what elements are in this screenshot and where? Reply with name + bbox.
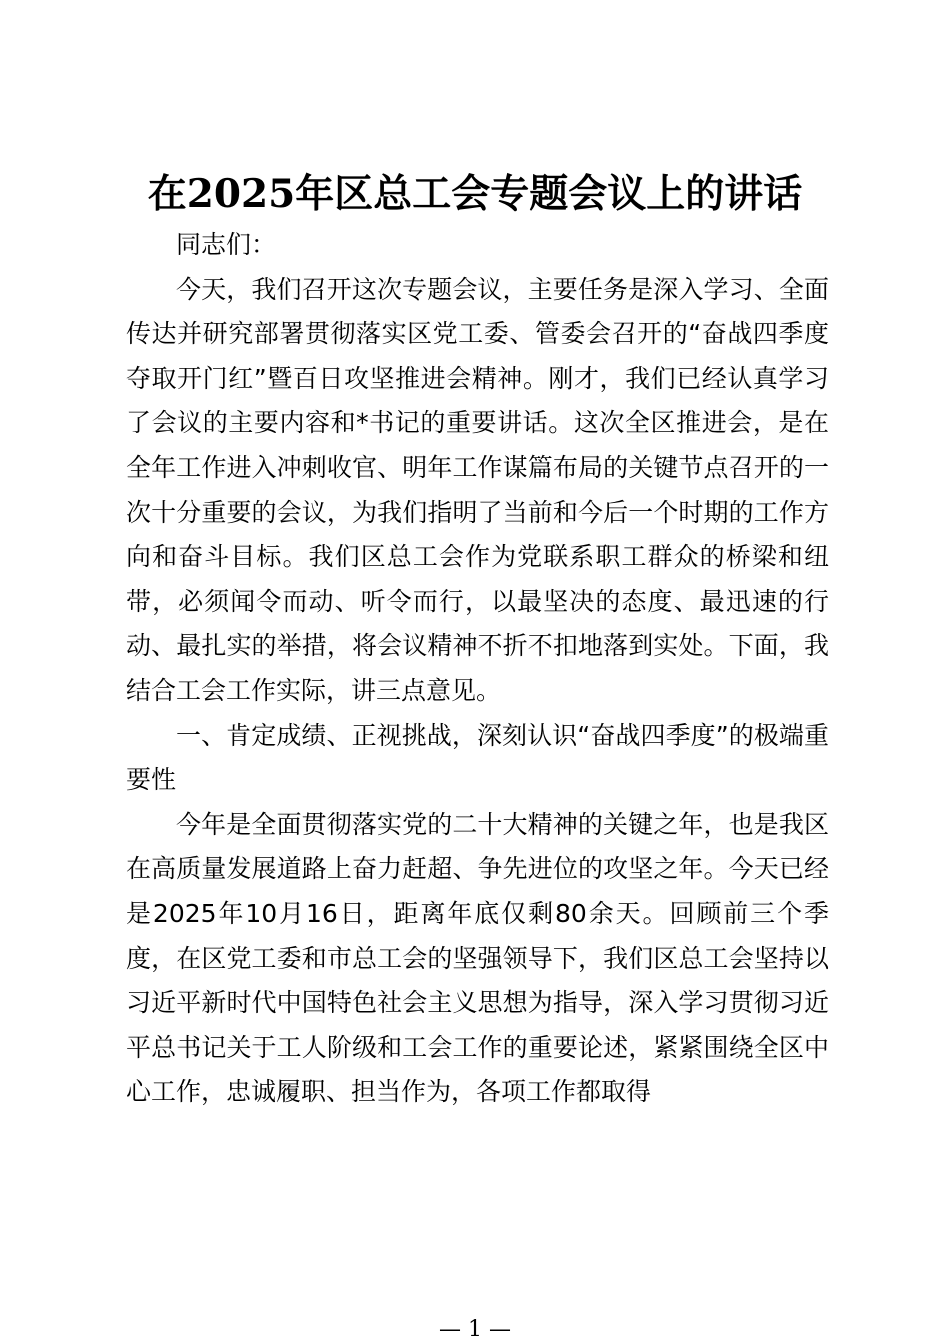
page-number: — 1 —: [439, 1317, 511, 1342]
paragraph-opening: 今天，我们召开这次专题会议，主要任务是深入学习、全面传达并研究部署贯彻落实区党工委、管委会召开的“奋战四季度夺取开门红”暨百日攻坚推进会精神。刚才，我们已经认真学习了会议的主要内容和*书记的重要讲话。这次全区推进会，是在全年工作进入冲刺收官、明年工作谋篇布局的关键节点召开的一次十分重要的会议，为我们指明了当前和今后一个时期的工作方向和奋斗目标。我们区总工会作为党联系职工群众的桥梁和纽带，必须闻令而动、听令而行，以最坚决的态度、最迅速的行动、最扎实的举措，将会议精神不折不扣地落到实处。下面，我结合工会工作实际，讲三点意见。: [126, 274, 829, 705]
section-heading-1: 一、肯定成绩、正视挑战，深刻认识“奋战四季度”的极端重要性: [126, 720, 829, 795]
paragraph-section-1: 今年是全面贯彻落实党的二十大精神的关键之年，也是我区在高质量发展道路上奋力赶超、争先进位的攻坚之年。今天已经是2025年10月16日，距离年底仅剩80余天。回顾前三个季度，在区党工委和市总工会的坚强领导下，我们区总工会坚持以习近平新时代中国特色社会主义思想为指导，深入学习贯彻习近平总书记关于工人阶级和工会工作的重要论述，紧紧围绕全区中心工作，忠诚履职、担当作为，各项工作都取得: [126, 809, 829, 1107]
document-body: [126, 223, 829, 1115]
document-title: 在2025年区总工会专题会议上的讲话: [147, 171, 803, 217]
salutation: 同志们：: [176, 230, 277, 259]
